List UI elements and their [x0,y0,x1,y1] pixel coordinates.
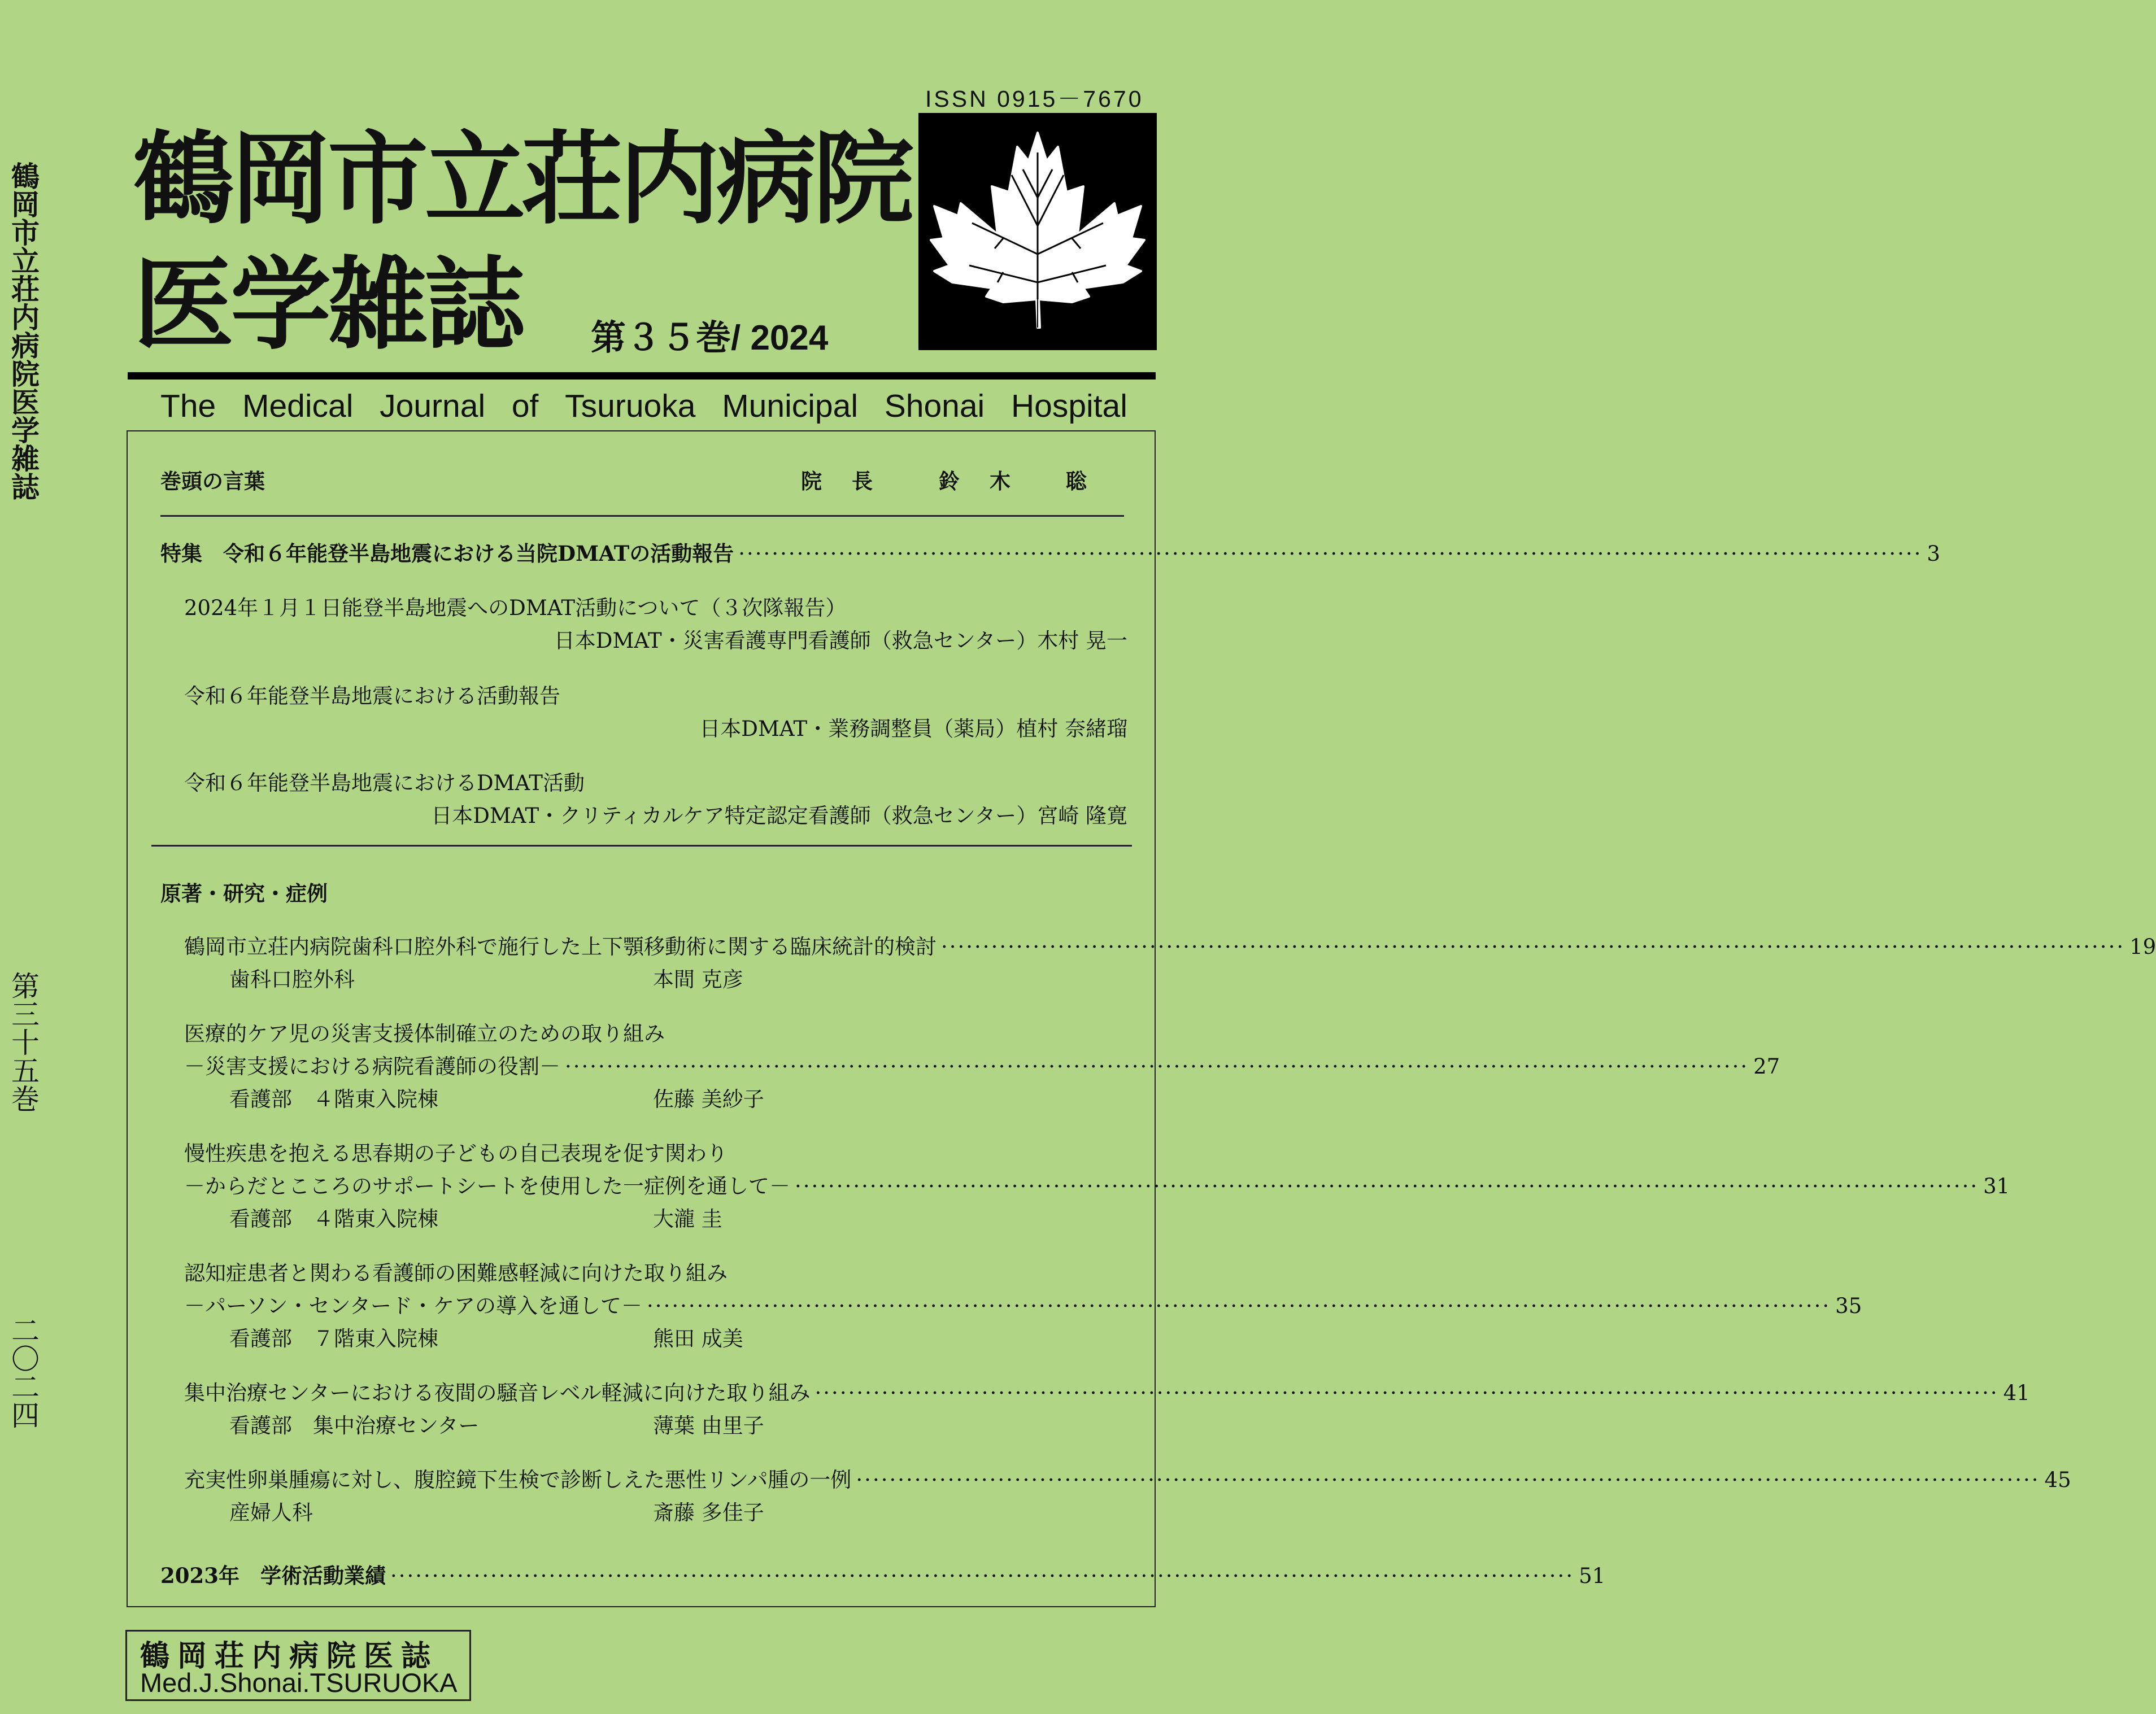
article-dept: 看護部 ４階東入院棟 [229,1207,438,1231]
article-dept: 看護部 集中治療センター [229,1414,480,1438]
article-title: 医療的ケア児の災害支援体制確立のための取り組み [184,1022,665,1046]
special-feature-row [160,537,1940,567]
leader-dots: ·············································································································································· [856,1468,2040,1492]
spine-year: 二〇二四 [7,1316,40,1429]
volume-label: 第３５巻/ 2024 [591,319,829,357]
article-row [184,930,2156,960]
page-number: 19 [2129,935,2156,959]
article-dept: 看護部 ７階東入院棟 [229,1327,438,1351]
special-item-author: 日本DMAT・クリティカルケア特定認定看護師（救急センター）宮崎 隆寛 [431,804,1127,828]
english-title-word: The [160,388,216,424]
article-author: 熊田 成美 [653,1327,743,1351]
leader-dots: ·············································································································································· [565,1054,1749,1079]
article-author: 大瀧 圭 [653,1207,722,1231]
article-dept: 看護部 ４階東入院棟 [229,1087,438,1111]
page-number: 45 [2044,1468,2071,1492]
english-title-word: Medical [242,388,354,424]
article-title: 充実性卵巣腫瘍に対し、腹腔鏡下生検で診断しえた悪性リンパ腫の一例 [184,1468,852,1492]
article-title: 鶴岡市立荘内病院歯科口腔外科で施行した上下顎移動術に関する臨床統計的検討 [184,935,937,959]
special-item-title: 令和６年能登半島地震におけるDMAT活動 [184,771,585,795]
title-rule [128,372,1156,380]
english-title-word: Municipal [722,388,858,424]
leader-dots: ·············································································································································· [647,1294,1831,1318]
special-item-author: 日本DMAT・業務調整員（薬局）植村 奈緒瑠 [699,717,1127,741]
english-title-word: Journal [380,388,486,424]
article-row [184,1169,2010,1200]
abbreviation-jp: 鶴岡荘内病院医誌 [140,1639,439,1673]
english-title-word: Tsuruoka [565,388,696,424]
article-row [184,1463,2071,1493]
article-row [184,1376,2030,1406]
issn: ISSN 0915－7670 [925,86,1144,112]
page-number: 31 [1983,1174,2010,1198]
article-title: 認知症患者と関わる看護師の困難感軽減に向けた取り組み [184,1261,728,1285]
journal-title-line1: 鶴岡市立荘内病院 [133,120,911,238]
page-number: 51 [1579,1564,1606,1588]
abbreviation-en: Med.J.Shonai.TSURUOKA [140,1668,458,1698]
foreword-role: 院 長 [801,469,877,494]
article-subtitle: －からだとこころのサポートシートを使用した一症例を通して－ [184,1174,790,1198]
leader-dots: ·············································································································································· [815,1381,1999,1405]
foreword-author: 鈴 木 聡 [939,469,1091,494]
special-feature-heading: 特集 令和６年能登半島地震における当院DMATの活動報告 [160,541,734,566]
article-author: 佐藤 美紗子 [653,1087,764,1111]
page-number: 3 [1927,542,1940,566]
leader-dots: ·············································································································································· [941,935,2125,959]
english-title-word: of [511,388,539,424]
article-title: 集中治療センターにおける夜間の騒音レベル軽減に向けた取り組み [184,1381,811,1405]
article-author: 本間 克彦 [653,967,743,992]
article-dept: 歯科口腔外科 [229,967,355,992]
journal-title-line2: 医学雑誌 [133,245,522,363]
originals-heading: 原著・研究・症例 [160,881,328,906]
spine-title: 鶴岡市立荘内病院医学雑誌 [7,162,40,500]
leader-dots: ·············································································································································· [738,542,1923,566]
achievements-label: 2023年 学術活動業績 [160,1563,386,1588]
spine-volume: 第三十五巻 [7,971,40,1113]
english-title-word: Shonai [884,388,985,424]
achievements-row [160,1559,1606,1589]
special-item-title: 令和６年能登半島地震における活動報告 [184,684,560,708]
divider [151,845,1132,847]
foreword-label: 巻頭の言葉 [160,469,265,494]
page-number: 41 [2003,1381,2030,1405]
divider [160,515,1124,517]
english-title-word: Hospital [1011,388,1127,424]
article-title: 慢性疾患を抱える思春期の子どもの自己表現を促す関わり [184,1141,728,1166]
special-item-author: 日本DMAT・災害看護専門看護師（救急センター）木村 晃一 [554,629,1127,653]
leader-dots: ·············································································································································· [390,1564,1575,1588]
article-author: 斎藤 多佳子 [653,1501,764,1525]
leader-dots: ·············································································································································· [795,1174,1979,1198]
logo [918,113,1157,350]
page-number: 35 [1835,1294,1862,1318]
page-number: 27 [1753,1054,1780,1079]
maple-leaf-icon [918,113,1157,350]
article-row [184,1289,1862,1319]
special-item-title: 2024年１月１日能登半島地震へのDMAT活動について（３次隊報告） [184,596,847,620]
article-dept: 産婦人科 [229,1501,313,1525]
article-row [184,1049,1780,1080]
article-subtitle: －パーソン・センタード・ケアの導入を通して－ [184,1294,643,1318]
english-title [160,387,1127,425]
article-subtitle: －災害支援における病院看護師の役割－ [184,1054,560,1079]
article-author: 薄葉 由里子 [653,1414,764,1438]
